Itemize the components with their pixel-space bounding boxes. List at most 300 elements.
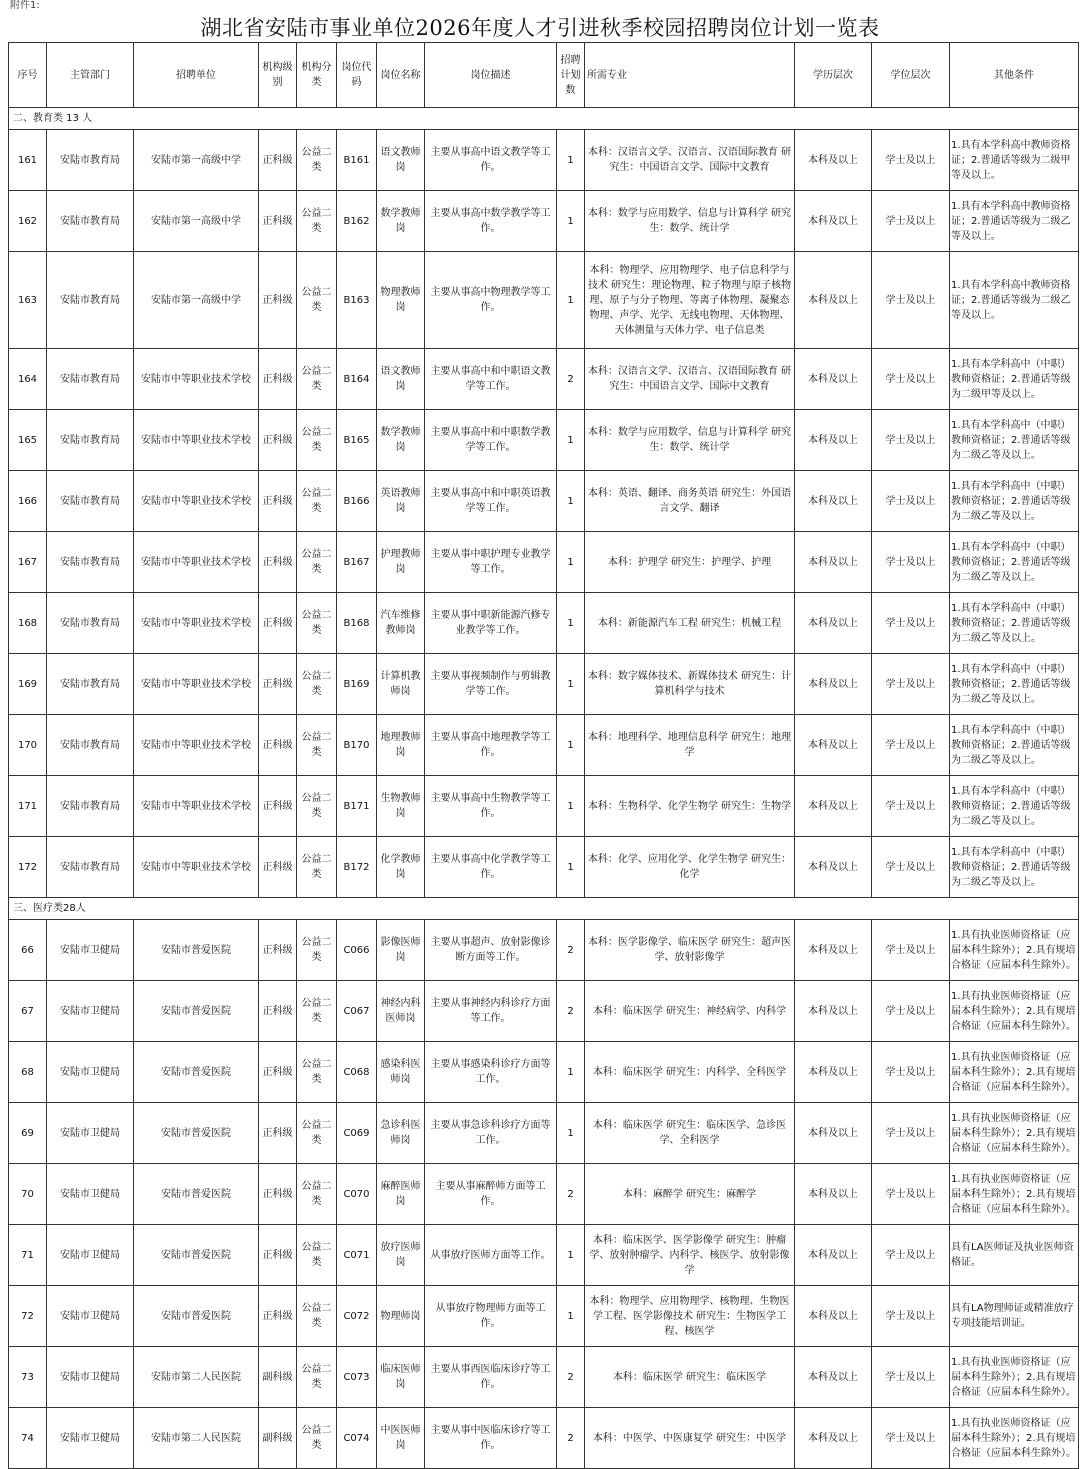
cell-post: 中医医师岗	[377, 1408, 425, 1469]
cell-other: 1.具有本学科高中（中职）教师资格证；2.普通话等级为二级乙等及以上。	[950, 532, 1079, 593]
cell-post: 影像医师岗	[377, 920, 425, 981]
cell-desc: 主要从事高中地理教学等工作。	[425, 715, 557, 776]
cell-code: B165	[337, 410, 377, 471]
cell-code: C068	[337, 1042, 377, 1103]
cell-level: 正科级	[259, 1225, 297, 1286]
cell-post: 放疗医师岗	[377, 1225, 425, 1286]
cell-edu: 本科及以上	[795, 1408, 872, 1469]
cell-other: 1.具有本学科高中（中职）教师资格证；2.普通话等级为二级乙等及以上。	[950, 776, 1079, 837]
cell-post: 临床医师岗	[377, 1347, 425, 1408]
cell-major: 本科：新能源汽车工程 研究生：机械工程	[585, 593, 795, 654]
cell-unit: 安陆市第二人民医院	[134, 1408, 259, 1469]
cell-edu: 本科及以上	[795, 1042, 872, 1103]
cell-seq: 66	[9, 920, 47, 981]
header-other: 其他条件	[950, 43, 1079, 108]
cell-level: 正科级	[259, 130, 297, 191]
cell-seq: 72	[9, 1286, 47, 1347]
cell-count: 1	[557, 471, 585, 532]
cell-other: 1.具有本学科高中教师资格证；2.普通话等级为二级甲等及以上。	[950, 130, 1079, 191]
section-row	[9, 108, 1079, 130]
cell-post: 语文教师岗	[377, 130, 425, 191]
cell-unit: 安陆市中等职业技术学校	[134, 349, 259, 410]
cell-edu: 本科及以上	[795, 1103, 872, 1164]
cell-other: 1.具有执业医师资格证（应届本科生除外）；2.具有规培合格证（应届本科生除外）。	[950, 1103, 1079, 1164]
cell-seq: 67	[9, 981, 47, 1042]
cell-desc: 主要从事神经内科诊疗方面等工作。	[425, 981, 557, 1042]
cell-unit: 安陆市普爱医院	[134, 1164, 259, 1225]
cell-major: 本科：临床医学、医学影像学 研究生：肿瘤学、放射肿瘤学、内科学、核医学、放射影像学	[585, 1225, 795, 1286]
cell-other: 1.具有本学科高中（中职）教师资格证；2.普通话等级为二级乙等及以上。	[950, 593, 1079, 654]
table-row	[9, 349, 1079, 410]
cell-edu: 本科及以上	[795, 776, 872, 837]
cell-category: 公益二类	[297, 593, 337, 654]
cell-seq: 74	[9, 1408, 47, 1469]
cell-degree: 学士及以上	[872, 130, 950, 191]
cell-dept: 安陆市教育局	[47, 654, 134, 715]
table-row	[9, 654, 1079, 715]
cell-category: 公益二类	[297, 410, 337, 471]
table-row	[9, 1103, 1079, 1164]
cell-major: 本科：物理学、应用物理学、核物理、生物医学工程、医学影像技术 研究生：生物医学工程、核医学	[585, 1286, 795, 1347]
cell-edu: 本科及以上	[795, 593, 872, 654]
cell-unit: 安陆市第一高级中学	[134, 191, 259, 252]
cell-seq: 170	[9, 715, 47, 776]
cell-edu: 本科及以上	[795, 252, 872, 349]
cell-degree: 学士及以上	[872, 1408, 950, 1469]
cell-post: 数学教师岗	[377, 410, 425, 471]
cell-code: B163	[337, 252, 377, 349]
cell-degree: 学士及以上	[872, 1286, 950, 1347]
cell-degree: 学士及以上	[872, 654, 950, 715]
table-body	[9, 108, 1079, 1469]
table-row	[9, 776, 1079, 837]
cell-other: 具有LA物理师证或精准放疗专项技能培训证。	[950, 1286, 1079, 1347]
cell-degree: 学士及以上	[872, 981, 950, 1042]
cell-edu: 本科及以上	[795, 410, 872, 471]
cell-count: 1	[557, 1225, 585, 1286]
table-row	[9, 130, 1079, 191]
cell-seq: 68	[9, 1042, 47, 1103]
cell-edu: 本科及以上	[795, 1164, 872, 1225]
cell-seq: 161	[9, 130, 47, 191]
cell-edu: 本科及以上	[795, 1347, 872, 1408]
cell-post: 计算机教师岗	[377, 654, 425, 715]
header-level: 机构级别	[259, 43, 297, 108]
cell-post: 生物教师岗	[377, 776, 425, 837]
cell-level: 正科级	[259, 1042, 297, 1103]
cell-seq: 162	[9, 191, 47, 252]
cell-other: 1.具有本学科高中（中职）教师资格证；2.普通话等级为二级乙等及以上。	[950, 654, 1079, 715]
cell-unit: 安陆市普爱医院	[134, 1103, 259, 1164]
cell-degree: 学士及以上	[872, 252, 950, 349]
cell-category: 公益二类	[297, 1347, 337, 1408]
cell-major: 本科：数学与应用数学、信息与计算科学 研究生：数学、统计学	[585, 410, 795, 471]
cell-dept: 安陆市教育局	[47, 191, 134, 252]
cell-count: 2	[557, 349, 585, 410]
cell-major: 本科：生物科学、化学生物学 研究生：生物学	[585, 776, 795, 837]
cell-major: 本科：护理学 研究生：护理学、护理	[585, 532, 795, 593]
cell-category: 公益二类	[297, 130, 337, 191]
cell-code: C070	[337, 1164, 377, 1225]
cell-post: 数学教师岗	[377, 191, 425, 252]
cell-category: 公益二类	[297, 981, 337, 1042]
cell-edu: 本科及以上	[795, 654, 872, 715]
table-row	[9, 410, 1079, 471]
cell-unit: 安陆市中等职业技术学校	[134, 593, 259, 654]
cell-edu: 本科及以上	[795, 1225, 872, 1286]
cell-code: B171	[337, 776, 377, 837]
cell-degree: 学士及以上	[872, 920, 950, 981]
cell-edu: 本科及以上	[795, 981, 872, 1042]
cell-level: 正科级	[259, 1286, 297, 1347]
cell-level: 正科级	[259, 1164, 297, 1225]
cell-edu: 本科及以上	[795, 715, 872, 776]
cell-count: 2	[557, 1408, 585, 1469]
cell-unit: 安陆市中等职业技术学校	[134, 776, 259, 837]
cell-degree: 学士及以上	[872, 1042, 950, 1103]
cell-desc: 主要从事西医临床诊疗等工作。	[425, 1347, 557, 1408]
cell-unit: 安陆市普爱医院	[134, 1286, 259, 1347]
cell-degree: 学士及以上	[872, 532, 950, 593]
cell-level: 正科级	[259, 191, 297, 252]
cell-category: 公益二类	[297, 1286, 337, 1347]
cell-dept: 安陆市教育局	[47, 410, 134, 471]
cell-seq: 73	[9, 1347, 47, 1408]
cell-desc: 主要从事高中和中职语文教学等工作。	[425, 349, 557, 410]
cell-major: 本科：汉语言文学、汉语言、汉语国际教育 研究生：中国语言文学、国际中文教育	[585, 130, 795, 191]
cell-edu: 本科及以上	[795, 191, 872, 252]
cell-edu: 本科及以上	[795, 532, 872, 593]
cell-level: 正科级	[259, 981, 297, 1042]
cell-other: 1.具有本学科高中（中职）教师资格证；2.普通话等级为二级乙等及以上。	[950, 471, 1079, 532]
cell-level: 正科级	[259, 654, 297, 715]
section-row	[9, 898, 1079, 920]
table-row	[9, 1286, 1079, 1347]
table-row	[9, 1042, 1079, 1103]
cell-dept: 安陆市教育局	[47, 252, 134, 349]
attachment-label: 附件1:	[10, 0, 40, 11]
cell-category: 公益二类	[297, 837, 337, 898]
cell-unit: 安陆市中等职业技术学校	[134, 410, 259, 471]
cell-seq: 166	[9, 471, 47, 532]
cell-code: C069	[337, 1103, 377, 1164]
cell-code: B161	[337, 130, 377, 191]
cell-degree: 学士及以上	[872, 593, 950, 654]
cell-dept: 安陆市教育局	[47, 349, 134, 410]
cell-degree: 学士及以上	[872, 715, 950, 776]
cell-degree: 学士及以上	[872, 1103, 950, 1164]
recruitment-table	[8, 42, 1079, 1469]
cell-major: 本科：地理科学、地理信息科学 研究生：地理学	[585, 715, 795, 776]
cell-other: 1.具有本学科高中教师资格证；2.普通话等级为二级乙等及以上。	[950, 252, 1079, 349]
cell-code: B168	[337, 593, 377, 654]
cell-desc: 主要从事高中物理教学等工作。	[425, 252, 557, 349]
cell-post: 汽车维修教师岗	[377, 593, 425, 654]
cell-desc: 从事放疗医师方面等工作。	[425, 1225, 557, 1286]
cell-post: 麻醉医师岗	[377, 1164, 425, 1225]
cell-major: 本科：医学影像学、临床医学 研究生：超声医学、放射影像学	[585, 920, 795, 981]
cell-category: 公益二类	[297, 1225, 337, 1286]
cell-major: 本科：数字媒体技术、新媒体技术 研究生：计算机科学与技术	[585, 654, 795, 715]
cell-dept: 安陆市教育局	[47, 715, 134, 776]
cell-major: 本科：临床医学 研究生：临床医学、急诊医学、全科医学	[585, 1103, 795, 1164]
cell-desc: 从事放疗物理师方面等工作。	[425, 1286, 557, 1347]
cell-level: 正科级	[259, 471, 297, 532]
cell-seq: 163	[9, 252, 47, 349]
cell-count: 1	[557, 191, 585, 252]
cell-other: 1.具有本学科高中（中职）教师资格证；2.普通话等级为二级甲等及以上。	[950, 349, 1079, 410]
cell-unit: 安陆市中等职业技术学校	[134, 837, 259, 898]
cell-count: 1	[557, 593, 585, 654]
cell-seq: 167	[9, 532, 47, 593]
cell-unit: 安陆市普爱医院	[134, 1042, 259, 1103]
cell-code: B172	[337, 837, 377, 898]
cell-unit: 安陆市第一高级中学	[134, 130, 259, 191]
cell-degree: 学士及以上	[872, 471, 950, 532]
cell-level: 正科级	[259, 349, 297, 410]
cell-other: 1.具有执业医师资格证（应届本科生除外）；2.具有规培合格证（应届本科生除外）。	[950, 981, 1079, 1042]
cell-degree: 学士及以上	[872, 191, 950, 252]
cell-unit: 安陆市中等职业技术学校	[134, 654, 259, 715]
cell-desc: 主要从事超声、放射影像诊断方面等工作。	[425, 920, 557, 981]
cell-desc: 主要从事中职护理专业教学等工作。	[425, 532, 557, 593]
cell-unit: 安陆市第二人民医院	[134, 1347, 259, 1408]
cell-level: 副科级	[259, 1408, 297, 1469]
cell-level: 正科级	[259, 410, 297, 471]
cell-dept: 安陆市卫健局	[47, 1225, 134, 1286]
cell-other: 1.具有本学科高中教师资格证；2.普通话等级为二级乙等及以上。	[950, 191, 1079, 252]
cell-dept: 安陆市教育局	[47, 837, 134, 898]
cell-category: 公益二类	[297, 252, 337, 349]
cell-dept: 安陆市教育局	[47, 130, 134, 191]
table-row	[9, 1347, 1079, 1408]
cell-seq: 69	[9, 1103, 47, 1164]
cell-count: 1	[557, 1042, 585, 1103]
table-row	[9, 1408, 1079, 1469]
cell-degree: 学士及以上	[872, 1225, 950, 1286]
cell-code: C074	[337, 1408, 377, 1469]
cell-seq: 171	[9, 776, 47, 837]
cell-count: 1	[557, 1286, 585, 1347]
cell-major: 本科：数学与应用数学、信息与计算科学 研究生：数学、统计学	[585, 191, 795, 252]
cell-count: 2	[557, 920, 585, 981]
cell-category: 公益二类	[297, 191, 337, 252]
cell-level: 正科级	[259, 532, 297, 593]
cell-edu: 本科及以上	[795, 920, 872, 981]
header-post: 岗位名称	[377, 43, 425, 108]
cell-unit: 安陆市中等职业技术学校	[134, 532, 259, 593]
table-row	[9, 715, 1079, 776]
cell-major: 本科：物理学、应用物理学、电子信息科学与技术 研究生：理论物理、粒子物理与原子核物理、原子与分子物理、等离子体物理、凝聚态物理、声学、光学、无线电物理、天体物理、天体测量与天体力学、电子信息类	[585, 252, 795, 349]
cell-desc: 主要从事中职新能源汽修专业教学等工作。	[425, 593, 557, 654]
cell-desc: 主要从事高中化学教学等工作。	[425, 837, 557, 898]
cell-code: B169	[337, 654, 377, 715]
cell-desc: 主要从事麻醉师方面等工作。	[425, 1164, 557, 1225]
cell-category: 公益二类	[297, 532, 337, 593]
cell-code: C071	[337, 1225, 377, 1286]
cell-dept: 安陆市教育局	[47, 532, 134, 593]
cell-level: 正科级	[259, 837, 297, 898]
cell-desc: 主要从事感染科诊疗方面等工作。	[425, 1042, 557, 1103]
cell-code: C073	[337, 1347, 377, 1408]
cell-dept: 安陆市卫健局	[47, 1042, 134, 1103]
cell-major: 本科：汉语言文学、汉语言、汉语国际教育 研究生：中国语言文学、国际中文教育	[585, 349, 795, 410]
cell-category: 公益二类	[297, 471, 337, 532]
cell-category: 公益二类	[297, 715, 337, 776]
table-row	[9, 837, 1079, 898]
cell-code: B164	[337, 349, 377, 410]
cell-code: B162	[337, 191, 377, 252]
cell-count: 1	[557, 252, 585, 349]
cell-other: 1.具有执业医师资格证（应届本科生除外）；2.具有规培合格证（应届本科生除外）。	[950, 920, 1079, 981]
header-category: 机构分类	[297, 43, 337, 108]
cell-other: 1.具有执业医师资格证（应届本科生除外）；2.具有规培合格证（应届本科生除外）。	[950, 1042, 1079, 1103]
cell-category: 公益二类	[297, 1164, 337, 1225]
cell-post: 急诊科医师岗	[377, 1103, 425, 1164]
table-row	[9, 1225, 1079, 1286]
header-major: 所需专业	[585, 43, 795, 108]
table-row	[9, 252, 1079, 349]
cell-degree: 学士及以上	[872, 837, 950, 898]
section-label: 二、教育类 13 人	[9, 108, 1079, 130]
cell-other: 1.具有本学科高中（中职）教师资格证；2.普通话等级为二级乙等及以上。	[950, 715, 1079, 776]
cell-count: 1	[557, 410, 585, 471]
cell-seq: 168	[9, 593, 47, 654]
cell-category: 公益二类	[297, 920, 337, 981]
cell-level: 正科级	[259, 593, 297, 654]
cell-code: C067	[337, 981, 377, 1042]
cell-count: 1	[557, 1103, 585, 1164]
cell-post: 护理教师岗	[377, 532, 425, 593]
cell-count: 1	[557, 715, 585, 776]
cell-post: 感染科医师岗	[377, 1042, 425, 1103]
cell-degree: 学士及以上	[872, 349, 950, 410]
cell-category: 公益二类	[297, 1408, 337, 1469]
cell-post: 英语教师岗	[377, 471, 425, 532]
cell-dept: 安陆市卫健局	[47, 1164, 134, 1225]
table-row	[9, 981, 1079, 1042]
table-row	[9, 593, 1079, 654]
cell-major: 本科：临床医学 研究生：神经病学、内科学	[585, 981, 795, 1042]
cell-dept: 安陆市教育局	[47, 471, 134, 532]
cell-unit: 安陆市第一高级中学	[134, 252, 259, 349]
cell-unit: 安陆市中等职业技术学校	[134, 471, 259, 532]
cell-edu: 本科及以上	[795, 130, 872, 191]
cell-dept: 安陆市教育局	[47, 776, 134, 837]
cell-category: 公益二类	[297, 349, 337, 410]
table-header-row	[9, 43, 1079, 108]
cell-other: 1.具有本学科高中（中职）教师资格证；2.普通话等级为二级乙等及以上。	[950, 410, 1079, 471]
cell-other: 具有LA医师证及执业医师资格证。	[950, 1225, 1079, 1286]
header-desc: 岗位描述	[425, 43, 557, 108]
cell-other: 1.具有本学科高中（中职）教师资格证；2.普通话等级为二级乙等及以上。	[950, 837, 1079, 898]
cell-post: 化学教师岗	[377, 837, 425, 898]
cell-dept: 安陆市卫健局	[47, 1347, 134, 1408]
cell-count: 1	[557, 837, 585, 898]
cell-dept: 安陆市卫健局	[47, 1286, 134, 1347]
cell-other: 1.具有执业医师资格证（应届本科生除外）；2.具有规培合格证（应届本科生除外）。	[950, 1408, 1079, 1469]
cell-code: B167	[337, 532, 377, 593]
cell-category: 公益二类	[297, 1042, 337, 1103]
cell-seq: 169	[9, 654, 47, 715]
cell-level: 正科级	[259, 715, 297, 776]
table-row	[9, 1164, 1079, 1225]
cell-desc: 主要从事高中生物教学等工作。	[425, 776, 557, 837]
cell-unit: 安陆市中等职业技术学校	[134, 715, 259, 776]
cell-degree: 学士及以上	[872, 410, 950, 471]
cell-seq: 71	[9, 1225, 47, 1286]
cell-dept: 安陆市卫健局	[47, 981, 134, 1042]
cell-code: B170	[337, 715, 377, 776]
cell-unit: 安陆市普爱医院	[134, 920, 259, 981]
cell-seq: 165	[9, 410, 47, 471]
cell-post: 神经内科医师岗	[377, 981, 425, 1042]
cell-post: 地理教师岗	[377, 715, 425, 776]
cell-code: B166	[337, 471, 377, 532]
cell-major: 本科：中医学、中医康复学 研究生：中医学	[585, 1408, 795, 1469]
header-seq: 序号	[9, 43, 47, 108]
cell-post: 语文教师岗	[377, 349, 425, 410]
cell-level: 正科级	[259, 920, 297, 981]
table-row	[9, 920, 1079, 981]
cell-unit: 安陆市普爱医院	[134, 981, 259, 1042]
cell-category: 公益二类	[297, 1103, 337, 1164]
header-code: 岗位代码	[337, 43, 377, 108]
header-edu: 学历层次	[795, 43, 872, 108]
header-degree: 学位层次	[872, 43, 950, 108]
cell-desc: 主要从事高中语文教学等工作。	[425, 130, 557, 191]
cell-edu: 本科及以上	[795, 349, 872, 410]
cell-major: 本科：麻醉学 研究生：麻醉学	[585, 1164, 795, 1225]
cell-count: 1	[557, 130, 585, 191]
section-label: 三、医疗类28人	[9, 898, 1079, 920]
cell-desc: 主要从事急诊科诊疗方面等工作。	[425, 1103, 557, 1164]
cell-edu: 本科及以上	[795, 1286, 872, 1347]
cell-major: 本科：英语、翻译、商务英语 研究生：外国语言文学、翻译	[585, 471, 795, 532]
cell-major: 本科：临床医学 研究生：内科学、全科医学	[585, 1042, 795, 1103]
cell-other: 1.具有执业医师资格证（应届本科生除外）；2.具有规培合格证（应届本科生除外）。	[950, 1164, 1079, 1225]
cell-degree: 学士及以上	[872, 1164, 950, 1225]
cell-major: 本科：化学、应用化学、化学生物学 研究生：化学	[585, 837, 795, 898]
cell-category: 公益二类	[297, 654, 337, 715]
cell-level: 副科级	[259, 1347, 297, 1408]
cell-desc: 主要从事高中数学教学等工作。	[425, 191, 557, 252]
table-row	[9, 191, 1079, 252]
table-row	[9, 532, 1079, 593]
cell-count: 1	[557, 776, 585, 837]
cell-level: 正科级	[259, 252, 297, 349]
cell-seq: 70	[9, 1164, 47, 1225]
table-row	[9, 471, 1079, 532]
cell-edu: 本科及以上	[795, 471, 872, 532]
cell-dept: 安陆市卫健局	[47, 1103, 134, 1164]
cell-seq: 172	[9, 837, 47, 898]
cell-dept: 安陆市教育局	[47, 593, 134, 654]
cell-count: 2	[557, 1164, 585, 1225]
cell-level: 正科级	[259, 776, 297, 837]
cell-desc: 主要从事高中和中职英语教学等工作。	[425, 471, 557, 532]
cell-category: 公益二类	[297, 776, 337, 837]
cell-dept: 安陆市卫健局	[47, 1408, 134, 1469]
cell-other: 1.具有执业医师资格证（应届本科生除外）；2.具有规培合格证（应届本科生除外）。	[950, 1347, 1079, 1408]
header-dept: 主管部门	[47, 43, 134, 108]
cell-degree: 学士及以上	[872, 776, 950, 837]
header-count: 招聘计划数	[557, 43, 585, 108]
cell-major: 本科：临床医学 研究生：临床医学	[585, 1347, 795, 1408]
cell-post: 物理师岗	[377, 1286, 425, 1347]
cell-count: 2	[557, 981, 585, 1042]
cell-edu: 本科及以上	[795, 837, 872, 898]
